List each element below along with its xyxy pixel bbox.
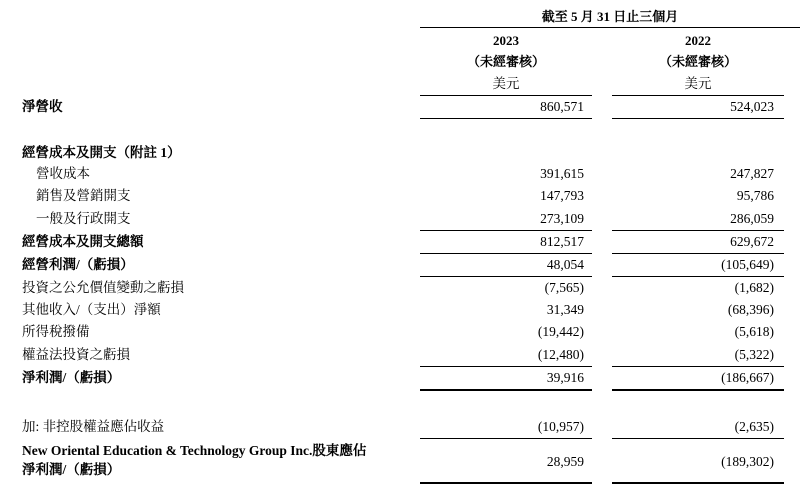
- row-label-noncontrolling-interest: 加: 非控股權益應佔收益: [22, 419, 165, 434]
- row-value-net-income-2023: 39,916: [546, 370, 584, 385]
- row-value-fair-value-loss-2023: (7,565): [544, 280, 584, 295]
- row-value-net-revenue-2023: 860,571: [540, 99, 584, 114]
- period-header: 截至 5 月 31 日止三個月: [541, 9, 679, 24]
- row-value-attributable-2022: (189,302): [721, 454, 774, 469]
- row-value-equity-method-loss-2023: (12,480): [537, 347, 584, 362]
- row-value-income-tax-2023: (19,442): [537, 324, 584, 339]
- noncontrolling-underline-2022: [612, 438, 784, 439]
- row-value-general-admin-2022: 286,059: [730, 211, 774, 226]
- row-label-attributable-line2: 淨利潤/（虧損）: [22, 462, 121, 477]
- row-label-attributable-line1: New Oriental Education & Technology Group Inc.股東應佔: [22, 443, 367, 458]
- row-label-general-admin: 一般及行政開支: [36, 211, 131, 226]
- year-2022: 2022: [685, 33, 711, 48]
- operating-income-underline-2022: [612, 276, 784, 277]
- row-label-selling-marketing: 銷售及營銷開支: [36, 188, 131, 203]
- row-label-net-revenue: 淨營收: [22, 99, 63, 114]
- attributable-double-underline-2022: [612, 482, 784, 484]
- row-value-noncontrolling-interest-2023: (10,957): [537, 419, 584, 434]
- audit-2022: （未經審核）: [658, 54, 737, 69]
- row-label-fair-value-loss: 投資之公允價值變動之虧損: [22, 280, 184, 295]
- row-value-noncontrolling-interest-2022: (2,635): [734, 419, 774, 434]
- row-label-operating-income: 經營利潤/（虧損）: [22, 257, 134, 272]
- row-label-income-tax: 所得稅撥備: [22, 324, 90, 339]
- equity-loss-underline-2022: [612, 366, 784, 367]
- operating-income-underline-2023: [420, 276, 592, 277]
- row-value-attributable-2023: 28,959: [546, 454, 584, 469]
- row-value-cost-of-revenue-2022: 247,827: [730, 166, 774, 181]
- general-admin-underline-2023: [420, 230, 592, 231]
- row-value-equity-method-loss-2022: (5,322): [734, 347, 774, 362]
- net-revenue-underline-2023: [420, 118, 592, 119]
- total-costs-underline-2023: [420, 253, 592, 254]
- header-underline-2022: [612, 95, 784, 96]
- row-label-other-income: 其他收入/（支出）淨額: [22, 302, 161, 317]
- audit-2023: （未經審核）: [466, 54, 545, 69]
- row-value-other-income-2022: (68,396): [727, 302, 774, 317]
- year-2023: 2023: [493, 33, 519, 48]
- row-label-equity-method-loss: 權益法投資之虧損: [22, 347, 130, 362]
- net-revenue-underline-2022: [612, 118, 784, 119]
- row-value-selling-marketing-2022: 95,786: [736, 188, 774, 203]
- attributable-double-underline-2023: [420, 482, 592, 484]
- net-income-double-underline-2022: [612, 389, 784, 391]
- currency-2023: 美元: [492, 76, 520, 91]
- row-value-income-tax-2022: (5,618): [734, 324, 774, 339]
- row-value-general-admin-2023: 273,109: [540, 211, 584, 226]
- net-income-double-underline-2023: [420, 389, 592, 391]
- total-costs-underline-2022: [612, 253, 784, 254]
- row-value-operating-income-2022: (105,649): [721, 257, 774, 272]
- equity-loss-underline-2023: [420, 366, 592, 367]
- general-admin-underline-2022: [612, 230, 784, 231]
- row-label-cost-of-revenue: 營收成本: [36, 166, 90, 181]
- row-value-total-operating-costs-2023: 812,517: [540, 234, 584, 249]
- row-value-net-revenue-2022: 524,023: [730, 99, 774, 114]
- row-value-selling-marketing-2023: 147,793: [540, 188, 584, 203]
- header-underline-2023: [420, 95, 592, 96]
- row-value-fair-value-loss-2022: (1,682): [734, 280, 774, 295]
- row-value-total-operating-costs-2022: 629,672: [730, 234, 774, 249]
- row-value-other-income-2023: 31,349: [546, 302, 584, 317]
- row-label-total-operating-costs: 經營成本及開支總額: [22, 234, 144, 249]
- row-value-cost-of-revenue-2023: 391,615: [540, 166, 584, 181]
- row-value-operating-income-2023: 48,054: [546, 257, 584, 272]
- currency-2022: 美元: [684, 76, 712, 91]
- row-label-net-income: 淨利潤/（虧損）: [22, 370, 121, 385]
- noncontrolling-underline-2023: [420, 438, 592, 439]
- period-underline: [420, 27, 800, 28]
- row-label-operating-costs-heading: 經營成本及開支（附註 1）: [22, 145, 181, 160]
- row-value-net-income-2022: (186,667): [721, 370, 774, 385]
